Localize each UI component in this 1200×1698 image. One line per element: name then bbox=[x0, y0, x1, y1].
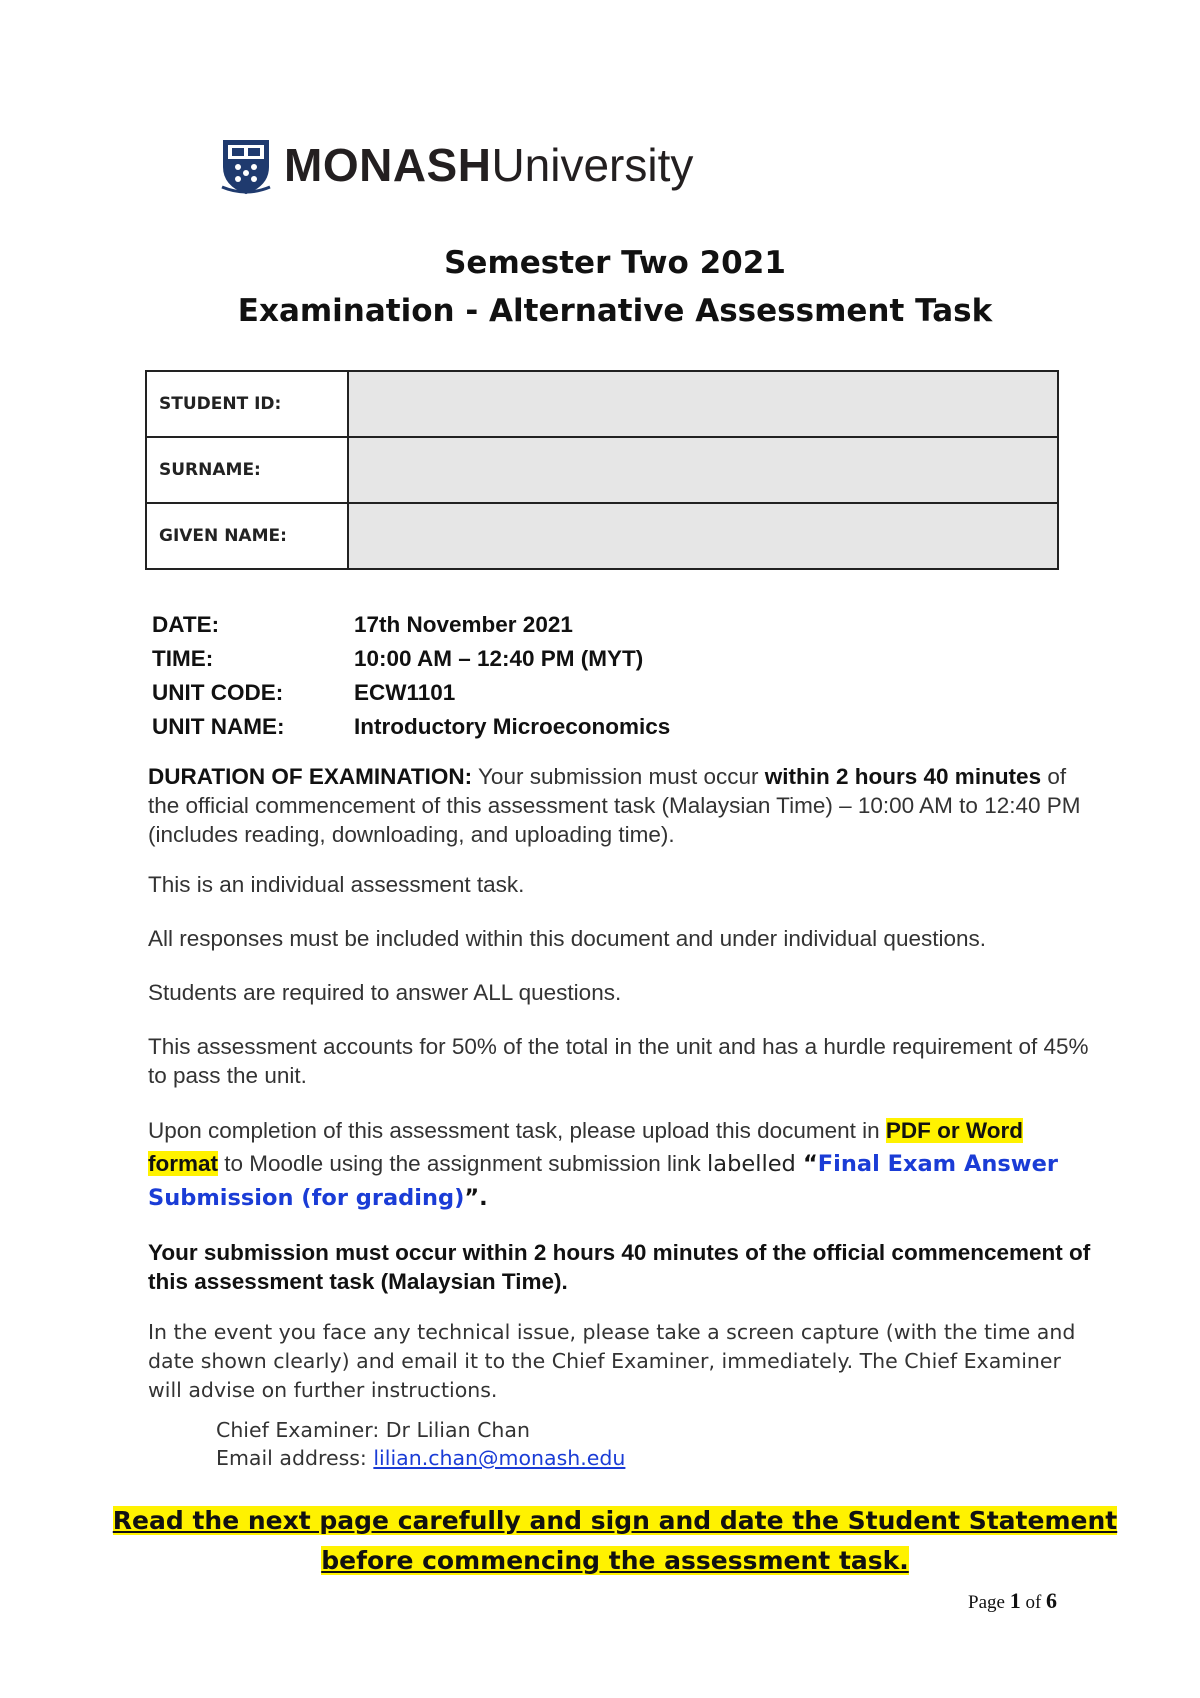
responses-paragraph: All responses must be included within this document and under individual questions. bbox=[148, 926, 986, 951]
given-name-label: GIVEN NAME: bbox=[146, 503, 348, 569]
chief-examiner-label: Chief Examiner: bbox=[216, 1418, 386, 1442]
detail-row-time bbox=[152, 646, 670, 680]
answer-all-paragraph: Students are required to answer ALL questions. bbox=[148, 980, 622, 1005]
given-name-row bbox=[146, 503, 1058, 569]
given-name-field[interactable] bbox=[348, 503, 1058, 569]
detail-value: Introductory Microeconomics bbox=[354, 714, 671, 739]
monash-logo bbox=[220, 135, 693, 195]
detail-key: UNIT CODE: bbox=[152, 680, 284, 705]
duration-label: DURATION OF EXAMINATION: bbox=[148, 764, 473, 789]
read-notice-line-1 bbox=[0, 1501, 1200, 1541]
upload-text-2: to Moodle using the assignment submission link bbox=[218, 1151, 708, 1176]
submission-bold-paragraph bbox=[148, 1238, 1098, 1296]
duration-paragraph bbox=[148, 762, 1098, 849]
title-examination: Examination - Alternative Assessment Task bbox=[237, 293, 993, 329]
detail-row-date bbox=[152, 612, 670, 646]
page-current: 1 bbox=[1009, 1588, 1021, 1613]
detail-key: DATE: bbox=[152, 612, 220, 637]
surname-field[interactable] bbox=[348, 437, 1058, 503]
read-notice-text-2: before commencing the assessment task. bbox=[321, 1546, 909, 1575]
student-id-row bbox=[146, 371, 1058, 437]
duration-bold: within 2 hours 40 minutes bbox=[764, 764, 1042, 789]
email-label: Email address: bbox=[216, 1446, 374, 1470]
quote-close: ”. bbox=[464, 1185, 488, 1211]
technical-paragraph: In the event you face any technical issue, please take a screen capture (with the time and date shown clearly) and email it to the Chief Examiner, immediately. The Chief Examiner will advise on further instructions. bbox=[148, 1320, 1076, 1402]
surname-row bbox=[146, 437, 1058, 503]
surname-label: SURNAME: bbox=[146, 437, 348, 503]
detail-key: TIME: bbox=[152, 646, 214, 671]
upload-text-1: Upon completion of this assessment task, please upload this document in bbox=[148, 1118, 886, 1143]
quote-open: “ bbox=[802, 1151, 818, 1177]
duration-text-1: Your submission must occur bbox=[472, 764, 765, 789]
monash-wordmark: MONASHUniversity bbox=[284, 139, 694, 191]
detail-value: 10:00 AM – 12:40 PM (MYT) bbox=[354, 646, 644, 671]
chief-examiner-name: Dr Lilian Chan bbox=[385, 1418, 530, 1442]
chief-examiner-line bbox=[216, 1416, 530, 1445]
detail-row-unit-name bbox=[152, 714, 670, 748]
submission-link-name: Final Exam Answer Submission (for grading) bbox=[148, 1151, 1058, 1211]
duration-text-2: of the official commencement of this assessment task (Malaysian Time) – 10:00 AM to 12:40 PM (includes reading, downloading, and uploading time). bbox=[148, 764, 1081, 847]
page-number bbox=[968, 1588, 1057, 1614]
upload-paragraph bbox=[148, 1114, 1098, 1215]
email-link[interactable]: lilian.chan@monash.edu bbox=[373, 1446, 626, 1470]
individual-paragraph: This is an individual assessment task. bbox=[148, 872, 525, 897]
detail-value: ECW1101 bbox=[354, 680, 456, 705]
read-notice-line-2 bbox=[0, 1541, 1200, 1581]
email-line bbox=[216, 1444, 625, 1473]
upload-text-3: labelled bbox=[707, 1151, 803, 1177]
detail-key: UNIT NAME: bbox=[152, 714, 285, 739]
student-id-label: STUDENT ID: bbox=[146, 371, 348, 437]
page-of: of bbox=[1020, 1592, 1047, 1613]
detail-value: 17th November 2021 bbox=[354, 612, 573, 637]
exam-details bbox=[152, 612, 670, 748]
monash-crest-icon bbox=[220, 135, 272, 195]
student-id-table bbox=[145, 370, 1059, 570]
title-semester: Semester Two 2021 bbox=[444, 245, 786, 281]
student-id-field[interactable] bbox=[348, 371, 1058, 437]
detail-row-unit-code bbox=[152, 680, 670, 714]
upload-format-highlight: PDF or Word format bbox=[148, 1118, 1023, 1176]
page-total: 6 bbox=[1046, 1588, 1058, 1613]
read-notice-text-1: Read the next page carefully and sign and date the Student Statement bbox=[112, 1506, 1118, 1535]
submission-bold-text: Your submission must occur within 2 hours 40 minutes of the official commencement of this assessment task (Malaysian Time). bbox=[148, 1240, 1091, 1294]
accounts-paragraph: This assessment accounts for 50% of the total in the unit and has a hurdle requirement of 45% to pass the unit. bbox=[148, 1034, 1089, 1088]
page-prefix: Page bbox=[968, 1592, 1010, 1613]
